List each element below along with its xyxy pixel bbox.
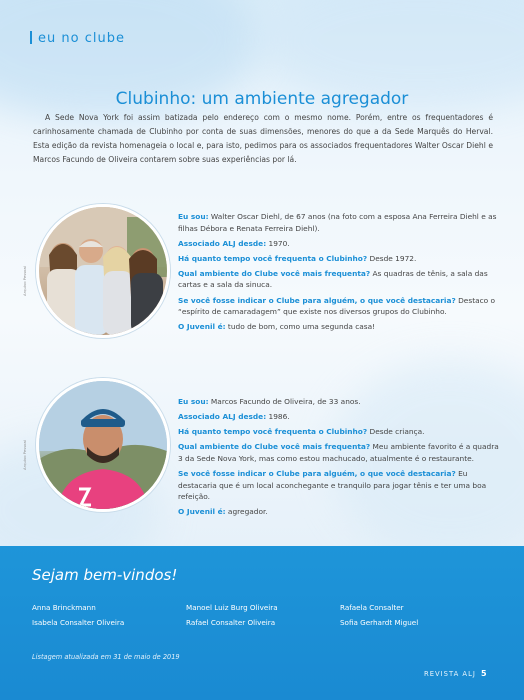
section-tag: [30, 31, 125, 46]
qa-item: [178, 295, 500, 318]
qa-question: Se você fosse indicar o Clube para alguém, o que você destacaria?: [178, 468, 456, 478]
qa-question: Eu sou:: [178, 212, 209, 221]
qa-item: [178, 268, 500, 291]
photo-credit: Arquivo Pessoal: [22, 440, 27, 470]
qa-question: Qual ambiente do Clube você mais frequenta?: [178, 442, 371, 452]
section-tag-label: eu no clube: [38, 31, 125, 46]
qa-question: Se você fosse indicar o Clube para alguém, o que você destacaria?: [178, 295, 456, 305]
welcome-heading: Sejam bem-vindos!: [32, 566, 178, 584]
qa-answer: As quadras de tênis, a sala das cartas e a sala da sinuca.: [178, 268, 488, 290]
qa-question: Qual ambiente do Clube você mais frequenta?: [178, 268, 371, 278]
qa-item: [178, 441, 500, 464]
qa-item: [178, 468, 500, 503]
qa-answer: Walter Oscar Diehl, de 67 anos (na foto com a esposa Ana Ferreira Diehl e as filhas Débora e Renata Ferreira Diehl).: [178, 212, 497, 233]
qa-item: [178, 411, 500, 423]
qa-item: [178, 321, 500, 333]
qa-question: Há quanto tempo você frequenta o Clubinho?: [178, 427, 368, 437]
member-name: Anna Brinckmann: [32, 603, 96, 612]
member-name: Rafaela Consalter: [340, 603, 404, 612]
qa-item: [178, 506, 500, 518]
qa-answer: tudo de bom, como uma segunda casa!: [225, 322, 376, 332]
welcome-footer: [0, 546, 524, 700]
family-photo-illustration: [39, 207, 167, 335]
new-members-column: [340, 600, 418, 630]
qa-item: [178, 253, 500, 265]
member-name: Rafael Consalter Oliveira: [186, 618, 276, 627]
portrait-photo-illustration: [39, 381, 167, 509]
interview-walter: [178, 211, 500, 336]
qa-question: O Juvenil é:: [178, 507, 226, 517]
qa-question: Há quanto tempo você frequenta o Clubinho?: [178, 253, 368, 263]
new-members-column: [186, 600, 278, 630]
new-members-column: [32, 600, 124, 630]
section-bar: [30, 31, 32, 44]
qa-answer: Desde criança.: [367, 427, 425, 437]
qa-item: [178, 396, 500, 408]
member-name: Sofia Gerhardt Miguel: [340, 618, 419, 627]
page-number: 5: [481, 669, 488, 678]
magazine-name: REVISTA ALJ: [424, 670, 476, 678]
qa-item: [178, 426, 500, 438]
magazine-footer: [424, 669, 488, 678]
qa-answer: agregador.: [225, 507, 268, 517]
qa-question: Associado ALJ desde:: [178, 412, 267, 422]
qa-question: O Juvenil é:: [178, 322, 226, 332]
qa-item: [178, 238, 500, 250]
interview-marcos: [178, 396, 500, 521]
portrait-photo: [36, 378, 170, 512]
family-photo: [36, 204, 170, 338]
member-name: Manoel Luiz Burg Oliveira: [186, 603, 278, 612]
intro-paragraph: A Sede Nova York foi assim batizada pelo endereço com o mesmo nome. Porém, entre os frequentadores é carinhosamente chamada de Clubinho por conta de suas dimensões, menores do que a da Sede Marquês do Herval. Esta edição da revista homenageia o local e, para isto, pedimos para os associados frequentadores Walter Oscar Diehl e Marcos Facundo de Oliveira contarem sobre suas experiências por lá.: [33, 113, 493, 164]
qa-answer: Destaco o “espírito de camaradagem” que existe nos diversos grupos do Clubinho.: [178, 295, 496, 317]
list-updated-note: Listagem atualizada em 31 de maio de 2019: [32, 653, 180, 661]
member-name: Isabela Consalter Oliveira: [32, 618, 125, 627]
qa-answer: 1986.: [266, 412, 290, 422]
photo-credit: Arquivo Pessoal: [22, 266, 27, 296]
page-title: Clubinho: um ambiente agregador: [115, 89, 409, 110]
qa-answer: Desde 1972.: [367, 253, 417, 263]
qa-answer: Meu ambiente favorito é a quadra 3 da Sede Nova York, mas como estou machucado, atualmente é o restaurante.: [178, 442, 499, 463]
qa-answer: Eu destacaria que é um local aconchegante e tranquilo para jogar tênis e ter uma boa refeição.: [178, 468, 487, 502]
qa-question: Associado ALJ desde:: [178, 238, 267, 248]
qa-question: Eu sou:: [178, 397, 209, 406]
qa-answer: 1970.: [266, 238, 290, 248]
qa-item: [178, 211, 500, 234]
qa-answer: Marcos Facundo de Oliveira, de 33 anos.: [208, 397, 361, 406]
